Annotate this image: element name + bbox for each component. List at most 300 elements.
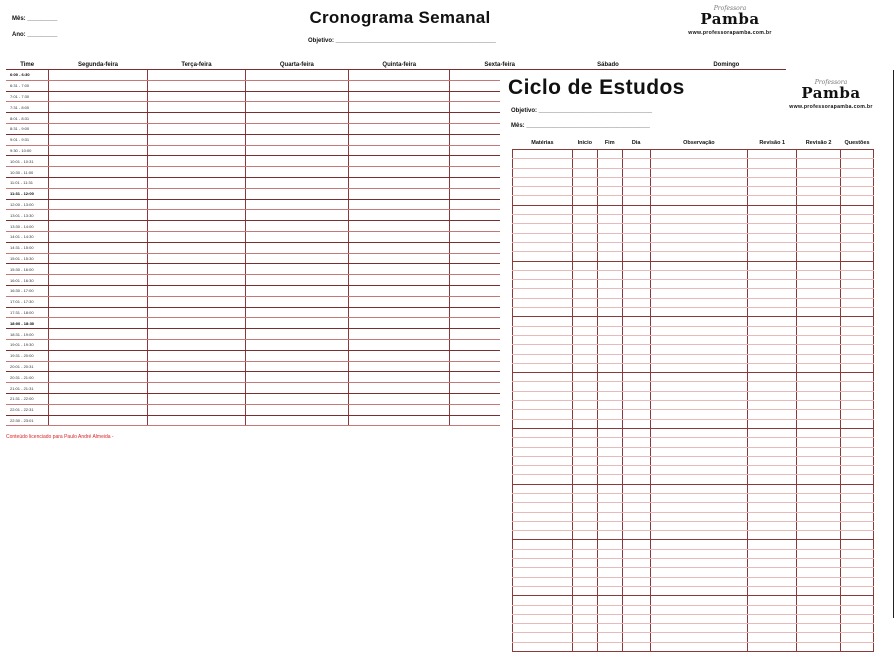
cycle-cell[interactable] <box>513 549 573 558</box>
cycle-cell[interactable] <box>797 159 841 168</box>
schedule-cell[interactable] <box>48 296 147 307</box>
cycle-cell[interactable] <box>797 177 841 186</box>
cycle-cell[interactable] <box>748 512 797 521</box>
cycle-cell[interactable] <box>622 586 650 595</box>
cycle-cell[interactable] <box>597 308 622 317</box>
cycle-cell[interactable] <box>622 624 650 633</box>
cycle-cell[interactable] <box>572 159 597 168</box>
cycle-cell[interactable] <box>597 233 622 242</box>
schedule-cell[interactable] <box>245 307 348 318</box>
cycle-cell[interactable] <box>797 596 841 605</box>
cycle-cell[interactable] <box>572 484 597 493</box>
cycle-cell[interactable] <box>840 456 873 465</box>
schedule-cell[interactable] <box>349 285 450 296</box>
cycle-cell[interactable] <box>597 531 622 540</box>
cycle-cell[interactable] <box>597 354 622 363</box>
cycle-cell[interactable] <box>572 233 597 242</box>
schedule-cell[interactable] <box>148 404 245 415</box>
cycle-cell[interactable] <box>572 493 597 502</box>
schedule-cell[interactable] <box>148 156 245 167</box>
cycle-cell[interactable] <box>840 252 873 261</box>
cycle-cell[interactable] <box>650 540 748 549</box>
cycle-cell[interactable] <box>797 224 841 233</box>
cycle-cell[interactable] <box>597 633 622 642</box>
cycle-cell[interactable] <box>840 215 873 224</box>
schedule-cell[interactable] <box>245 102 348 113</box>
cycle-cell[interactable] <box>840 345 873 354</box>
cycle-cell[interactable] <box>622 354 650 363</box>
schedule-cell[interactable] <box>48 275 147 286</box>
schedule-cell[interactable] <box>245 318 348 329</box>
cycle-cell[interactable] <box>622 298 650 307</box>
cycle-cell[interactable] <box>748 224 797 233</box>
cycle-cell[interactable] <box>622 270 650 279</box>
cycle-cell[interactable] <box>840 382 873 391</box>
cycle-cell[interactable] <box>597 326 622 335</box>
cycle-cell[interactable] <box>572 642 597 651</box>
cycle-cell[interactable] <box>572 586 597 595</box>
cycle-cell[interactable] <box>797 568 841 577</box>
cycle-cell[interactable] <box>597 270 622 279</box>
cycle-cell[interactable] <box>840 642 873 651</box>
schedule-cell[interactable] <box>245 91 348 102</box>
cycle-cell[interactable] <box>513 410 573 419</box>
schedule-cell[interactable] <box>245 210 348 221</box>
schedule-cell[interactable] <box>148 70 245 81</box>
cycle-cell[interactable] <box>797 289 841 298</box>
cycle-cell[interactable] <box>840 549 873 558</box>
schedule-cell[interactable] <box>349 134 450 145</box>
cycle-cell[interactable] <box>748 261 797 270</box>
cycle-cell[interactable] <box>597 382 622 391</box>
cycle-cell[interactable] <box>650 624 748 633</box>
cycle-cell[interactable] <box>748 298 797 307</box>
cycle-cell[interactable] <box>748 447 797 456</box>
schedule-cell[interactable] <box>349 113 450 124</box>
cycle-cell[interactable] <box>513 150 573 159</box>
cycle-cell[interactable] <box>797 438 841 447</box>
cycle-cell[interactable] <box>597 447 622 456</box>
cycle-cell[interactable] <box>597 428 622 437</box>
schedule-cell[interactable] <box>148 177 245 188</box>
schedule-cell[interactable] <box>245 134 348 145</box>
cycle-cell[interactable] <box>840 596 873 605</box>
cycle-cell[interactable] <box>622 373 650 382</box>
cycle-cell[interactable] <box>572 373 597 382</box>
cycle-cell[interactable] <box>513 391 573 400</box>
cycle-cell[interactable] <box>572 196 597 205</box>
schedule-cell[interactable] <box>245 221 348 232</box>
cycle-cell[interactable] <box>650 512 748 521</box>
cycle-cell[interactable] <box>597 345 622 354</box>
cycle-cell[interactable] <box>840 540 873 549</box>
cycle-cell[interactable] <box>748 428 797 437</box>
cycle-cell[interactable] <box>513 168 573 177</box>
cycle-cell[interactable] <box>797 308 841 317</box>
schedule-cell[interactable] <box>48 285 147 296</box>
cycle-cell[interactable] <box>622 475 650 484</box>
cycle-cell[interactable] <box>622 605 650 614</box>
cycle-cell[interactable] <box>572 382 597 391</box>
schedule-cell[interactable] <box>349 383 450 394</box>
cycle-cell[interactable] <box>572 345 597 354</box>
cycle-cell[interactable] <box>748 438 797 447</box>
schedule-cell[interactable] <box>245 253 348 264</box>
schedule-cell[interactable] <box>48 80 147 91</box>
cycle-cell[interactable] <box>622 196 650 205</box>
cycle-cell[interactable] <box>650 642 748 651</box>
cycle-cell[interactable] <box>513 484 573 493</box>
cycle-cell[interactable] <box>650 345 748 354</box>
cycle-cell[interactable] <box>748 475 797 484</box>
cycle-cell[interactable] <box>622 549 650 558</box>
cycle-cell[interactable] <box>797 150 841 159</box>
schedule-cell[interactable] <box>48 329 147 340</box>
schedule-cell[interactable] <box>245 415 348 426</box>
cycle-cell[interactable] <box>622 410 650 419</box>
cycle-cell[interactable] <box>650 391 748 400</box>
cycle-cell[interactable] <box>748 493 797 502</box>
cycle-cell[interactable] <box>840 159 873 168</box>
cycle-cell[interactable] <box>650 298 748 307</box>
cycle-cell[interactable] <box>622 335 650 344</box>
schedule-cell[interactable] <box>245 80 348 91</box>
cycle-cell[interactable] <box>622 252 650 261</box>
schedule-cell[interactable] <box>148 188 245 199</box>
cycle-cell[interactable] <box>572 549 597 558</box>
schedule-cell[interactable] <box>48 145 147 156</box>
cycle-cell[interactable] <box>572 633 597 642</box>
cycle-cell[interactable] <box>650 633 748 642</box>
cycle-cell[interactable] <box>748 503 797 512</box>
cycle-cell[interactable] <box>513 224 573 233</box>
cycle-cell[interactable] <box>572 596 597 605</box>
cycle-cell[interactable] <box>650 270 748 279</box>
cycle-cell[interactable] <box>513 363 573 372</box>
cycle-cell[interactable] <box>650 586 748 595</box>
cycle-cell[interactable] <box>513 326 573 335</box>
cycle-cell[interactable] <box>748 419 797 428</box>
cycle-cell[interactable] <box>572 475 597 484</box>
cycle-cell[interactable] <box>650 503 748 512</box>
cycle-cell[interactable] <box>748 159 797 168</box>
cycle-cell[interactable] <box>797 298 841 307</box>
cycle-cell[interactable] <box>622 177 650 186</box>
cycle-cell[interactable] <box>622 456 650 465</box>
cycle-cell[interactable] <box>797 475 841 484</box>
schedule-cell[interactable] <box>349 415 450 426</box>
cycle-cell[interactable] <box>748 586 797 595</box>
cycle-cell[interactable] <box>748 624 797 633</box>
cycle-cell[interactable] <box>513 205 573 214</box>
cycle-cell[interactable] <box>597 521 622 530</box>
cycle-cell[interactable] <box>840 224 873 233</box>
cycle-cell[interactable] <box>748 401 797 410</box>
cycle-cell[interactable] <box>597 168 622 177</box>
cycle-cell[interactable] <box>622 642 650 651</box>
schedule-cell[interactable] <box>245 329 348 340</box>
schedule-cell[interactable] <box>245 339 348 350</box>
cycle-cell[interactable] <box>840 605 873 614</box>
cycle-cell[interactable] <box>650 428 748 437</box>
schedule-cell[interactable] <box>245 177 348 188</box>
schedule-cell[interactable] <box>245 404 348 415</box>
cycle-cell[interactable] <box>840 401 873 410</box>
cycle-cell[interactable] <box>797 605 841 614</box>
cycle-cell[interactable] <box>650 363 748 372</box>
cycle-cell[interactable] <box>622 596 650 605</box>
cycle-cell[interactable] <box>513 447 573 456</box>
cycle-cell[interactable] <box>748 187 797 196</box>
cycle-cell[interactable] <box>840 308 873 317</box>
cycle-cell[interactable] <box>797 317 841 326</box>
schedule-cell[interactable] <box>349 231 450 242</box>
cycle-cell[interactable] <box>572 280 597 289</box>
schedule-cell[interactable] <box>148 210 245 221</box>
cycle-cell[interactable] <box>572 605 597 614</box>
cycle-cell[interactable] <box>748 205 797 214</box>
cycle-cell[interactable] <box>597 401 622 410</box>
cycle-cell[interactable] <box>622 187 650 196</box>
cycle-cell[interactable] <box>597 224 622 233</box>
cycle-cell[interactable] <box>797 335 841 344</box>
cycle-cell[interactable] <box>513 466 573 475</box>
cycle-cell[interactable] <box>572 242 597 251</box>
cycle-cell[interactable] <box>650 289 748 298</box>
cycle-cell[interactable] <box>513 642 573 651</box>
cycle-cell[interactable] <box>597 456 622 465</box>
cycle-cell[interactable] <box>597 187 622 196</box>
cycle-cell[interactable] <box>650 549 748 558</box>
schedule-cell[interactable] <box>349 210 450 221</box>
cycle-cell[interactable] <box>622 512 650 521</box>
cycle-cell[interactable] <box>513 215 573 224</box>
cycle-cell[interactable] <box>840 289 873 298</box>
cycle-cell[interactable] <box>840 428 873 437</box>
cycle-cell[interactable] <box>748 484 797 493</box>
cycle-cell[interactable] <box>572 224 597 233</box>
cycle-cell[interactable] <box>572 577 597 586</box>
cycle-cell[interactable] <box>622 242 650 251</box>
schedule-cell[interactable] <box>349 80 450 91</box>
cycle-cell[interactable] <box>513 382 573 391</box>
cycle-cell[interactable] <box>748 242 797 251</box>
cycle-cell[interactable] <box>622 484 650 493</box>
cycle-cell[interactable] <box>622 224 650 233</box>
cycle-cell[interactable] <box>597 373 622 382</box>
cycle-cell[interactable] <box>513 354 573 363</box>
cycle-cell[interactable] <box>622 233 650 242</box>
cycle-cell[interactable] <box>597 280 622 289</box>
cycle-cell[interactable] <box>748 605 797 614</box>
cycle-cell[interactable] <box>572 410 597 419</box>
cycle-cell[interactable] <box>622 168 650 177</box>
cycle-cell[interactable] <box>597 596 622 605</box>
schedule-cell[interactable] <box>48 372 147 383</box>
cycle-cell[interactable] <box>748 391 797 400</box>
cycle-cell[interactable] <box>513 252 573 261</box>
cycle-cell[interactable] <box>840 187 873 196</box>
cycle-cell[interactable] <box>622 326 650 335</box>
cycle-cell[interactable] <box>840 242 873 251</box>
cycle-cell[interactable] <box>650 447 748 456</box>
cycle-cell[interactable] <box>748 577 797 586</box>
schedule-cell[interactable] <box>48 231 147 242</box>
schedule-cell[interactable] <box>148 329 245 340</box>
cycle-cell[interactable] <box>572 456 597 465</box>
cycle-cell[interactable] <box>797 419 841 428</box>
schedule-cell[interactable] <box>48 156 147 167</box>
cycle-cell[interactable] <box>650 252 748 261</box>
cycle-cell[interactable] <box>622 521 650 530</box>
cycle-cell[interactable] <box>597 317 622 326</box>
cycle-cell[interactable] <box>622 503 650 512</box>
cycle-cell[interactable] <box>572 317 597 326</box>
cycle-cell[interactable] <box>597 466 622 475</box>
schedule-cell[interactable] <box>48 253 147 264</box>
cycle-cell[interactable] <box>840 419 873 428</box>
schedule-cell[interactable] <box>48 113 147 124</box>
cycle-cell[interactable] <box>572 531 597 540</box>
cycle-cell[interactable] <box>597 196 622 205</box>
cycle-cell[interactable] <box>797 531 841 540</box>
cycle-cell[interactable] <box>513 428 573 437</box>
cycle-cell[interactable] <box>797 521 841 530</box>
cycle-cell[interactable] <box>650 531 748 540</box>
cycle-cell[interactable] <box>513 308 573 317</box>
cycle-cell[interactable] <box>797 540 841 549</box>
cycle-cell[interactable] <box>650 205 748 214</box>
cycle-cell[interactable] <box>650 521 748 530</box>
cycle-cell[interactable] <box>622 345 650 354</box>
cycle-cell[interactable] <box>622 215 650 224</box>
cycle-cell[interactable] <box>797 624 841 633</box>
schedule-cell[interactable] <box>349 318 450 329</box>
schedule-cell[interactable] <box>245 188 348 199</box>
schedule-cell[interactable] <box>48 102 147 113</box>
schedule-cell[interactable] <box>349 329 450 340</box>
cycle-cell[interactable] <box>840 568 873 577</box>
schedule-cell[interactable] <box>245 275 348 286</box>
cycle-cell[interactable] <box>650 577 748 586</box>
schedule-cell[interactable] <box>349 221 450 232</box>
cycle-cell[interactable] <box>622 447 650 456</box>
cycle-cell[interactable] <box>650 150 748 159</box>
cycle-cell[interactable] <box>622 363 650 372</box>
cycle-cell[interactable] <box>840 531 873 540</box>
cycle-cell[interactable] <box>797 559 841 568</box>
cycle-cell[interactable] <box>650 233 748 242</box>
cycle-cell[interactable] <box>650 568 748 577</box>
cycle-cell[interactable] <box>748 233 797 242</box>
cycle-cell[interactable] <box>650 308 748 317</box>
cycle-cell[interactable] <box>572 503 597 512</box>
cycle-cell[interactable] <box>748 466 797 475</box>
cycle-cell[interactable] <box>597 642 622 651</box>
cycle-cell[interactable] <box>797 187 841 196</box>
cycle-cell[interactable] <box>513 586 573 595</box>
schedule-cell[interactable] <box>48 393 147 404</box>
schedule-cell[interactable] <box>148 253 245 264</box>
cycle-cell[interactable] <box>840 298 873 307</box>
cycle-cell[interactable] <box>748 521 797 530</box>
cycle-cell[interactable] <box>748 410 797 419</box>
cycle-cell[interactable] <box>597 586 622 595</box>
cycle-cell[interactable] <box>748 280 797 289</box>
cycle-cell[interactable] <box>748 456 797 465</box>
cycle-cell[interactable] <box>597 503 622 512</box>
cycle-cell[interactable] <box>572 559 597 568</box>
cycle-cell[interactable] <box>513 242 573 251</box>
schedule-cell[interactable] <box>349 404 450 415</box>
cycle-cell[interactable] <box>572 252 597 261</box>
cycle-cell[interactable] <box>840 354 873 363</box>
cycle-cell[interactable] <box>622 428 650 437</box>
cycle-cell[interactable] <box>840 205 873 214</box>
cycle-cell[interactable] <box>748 168 797 177</box>
cycle-cell[interactable] <box>748 289 797 298</box>
cycle-cell[interactable] <box>840 438 873 447</box>
cycle-cell[interactable] <box>513 540 573 549</box>
schedule-cell[interactable] <box>245 156 348 167</box>
cycle-cell[interactable] <box>572 363 597 372</box>
schedule-cell[interactable] <box>148 264 245 275</box>
schedule-cell[interactable] <box>245 393 348 404</box>
cycle-cell[interactable] <box>572 624 597 633</box>
cycle-cell[interactable] <box>840 280 873 289</box>
cycle-cell[interactable] <box>513 401 573 410</box>
cycle-cell[interactable] <box>597 215 622 224</box>
schedule-cell[interactable] <box>245 361 348 372</box>
cycle-cell[interactable] <box>840 586 873 595</box>
schedule-cell[interactable] <box>245 145 348 156</box>
schedule-cell[interactable] <box>48 350 147 361</box>
schedule-cell[interactable] <box>48 307 147 318</box>
cycle-cell[interactable] <box>748 308 797 317</box>
cycle-cell[interactable] <box>840 447 873 456</box>
schedule-cell[interactable] <box>48 404 147 415</box>
schedule-cell[interactable] <box>148 145 245 156</box>
cycle-cell[interactable] <box>650 419 748 428</box>
cycle-cell[interactable] <box>797 252 841 261</box>
cycle-cell[interactable] <box>572 466 597 475</box>
cycle-cell[interactable] <box>797 549 841 558</box>
cycle-cell[interactable] <box>650 475 748 484</box>
cycle-cell[interactable] <box>513 559 573 568</box>
cycle-cell[interactable] <box>748 382 797 391</box>
cycle-cell[interactable] <box>597 363 622 372</box>
schedule-cell[interactable] <box>148 199 245 210</box>
cycle-cell[interactable] <box>597 419 622 428</box>
cycle-cell[interactable] <box>650 187 748 196</box>
cycle-cell[interactable] <box>572 354 597 363</box>
cycle-cell[interactable] <box>597 493 622 502</box>
cycle-cell[interactable] <box>572 326 597 335</box>
cycle-cell[interactable] <box>797 242 841 251</box>
cycle-cell[interactable] <box>597 150 622 159</box>
cycle-cell[interactable] <box>748 363 797 372</box>
schedule-cell[interactable] <box>349 264 450 275</box>
cycle-cell[interactable] <box>622 419 650 428</box>
cycle-cell[interactable] <box>597 577 622 586</box>
schedule-cell[interactable] <box>245 167 348 178</box>
schedule-cell[interactable] <box>148 296 245 307</box>
cycle-cell[interactable] <box>840 614 873 623</box>
cycle-cell[interactable] <box>572 391 597 400</box>
cycle-cell[interactable] <box>572 419 597 428</box>
cycle-cell[interactable] <box>597 159 622 168</box>
cycle-cell[interactable] <box>748 326 797 335</box>
